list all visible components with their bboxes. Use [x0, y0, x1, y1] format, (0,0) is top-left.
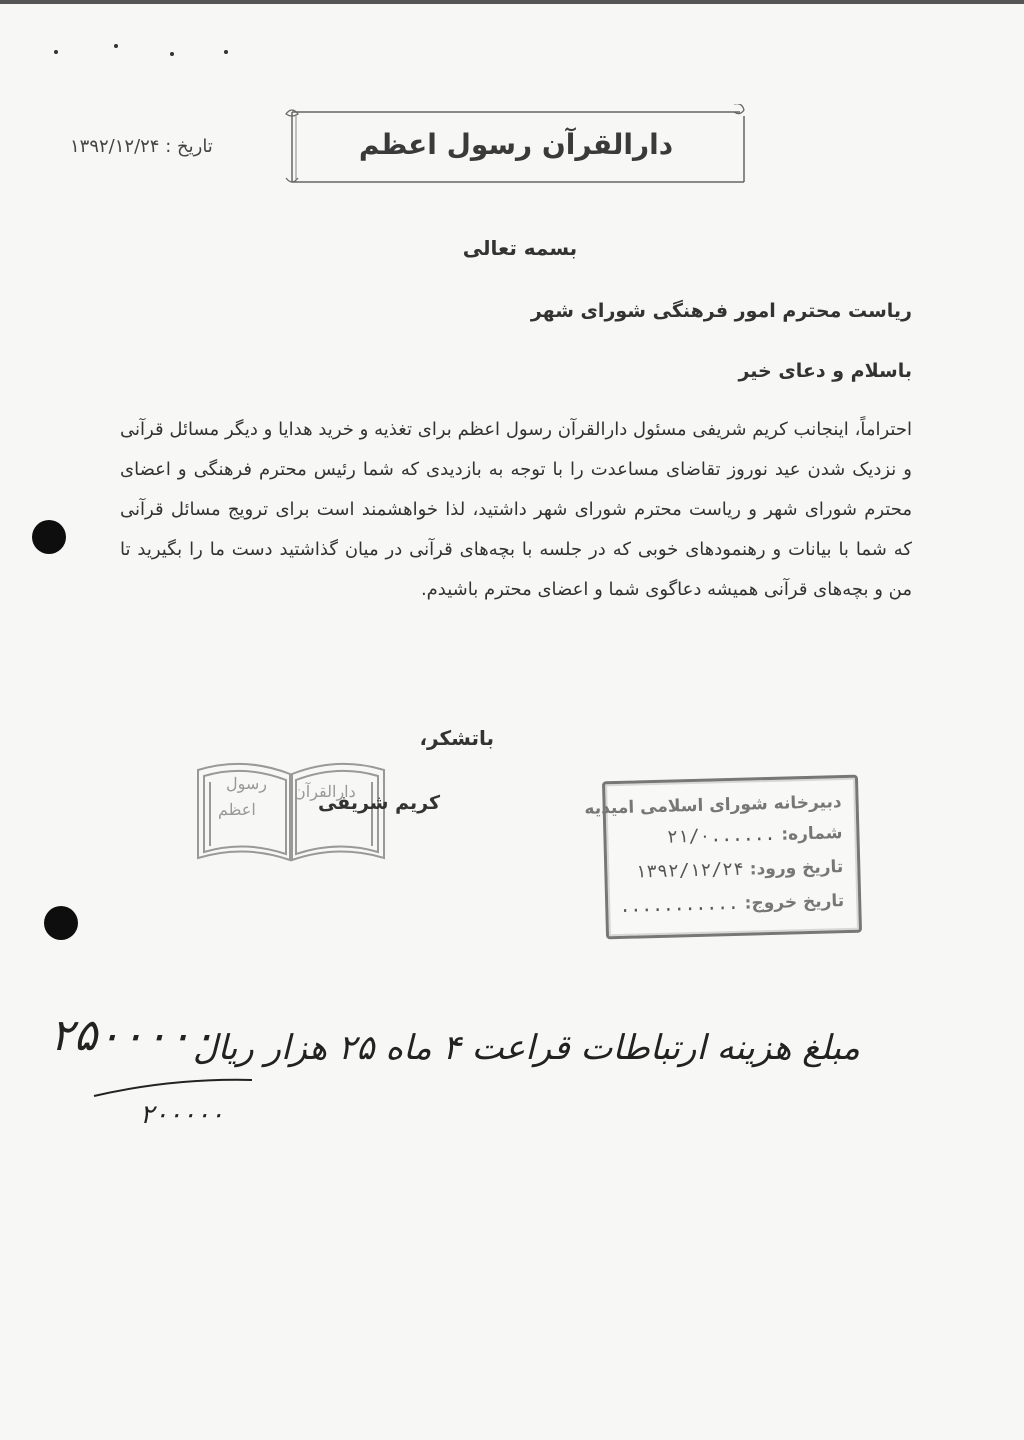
- registry-entry-date: [635, 856, 843, 882]
- stamp-word: دارالقرآن: [294, 782, 356, 801]
- institution-title: دارالقرآن رسول اعظم: [358, 127, 674, 161]
- registry-title: دبیرخانه شورای اسلامی امیدیه: [584, 792, 842, 819]
- registry-number-label: شماره:: [781, 823, 843, 845]
- basmala-heading: بسمه تعالی: [462, 236, 578, 260]
- handwritten-underline: [92, 1076, 256, 1100]
- letter-greeting: باسلام و دعای خیر: [738, 360, 912, 382]
- letter-date: [70, 136, 260, 157]
- handwritten-note: مبلغ هزینه ارتباطات قراعت ۴ ماه ۲۵ هزار ریال: [192, 1028, 860, 1068]
- registry-exit-date: [619, 890, 844, 917]
- registry-number: [667, 822, 843, 848]
- exit-date-label: تاریخ خروج:: [744, 891, 845, 914]
- stamp-word: اعظم: [218, 800, 256, 819]
- entry-date-label: تاریخ ورود:: [749, 857, 844, 880]
- date-value: ۱۳۹۲/۱۲/۲۴: [70, 136, 160, 157]
- stamp-word: رسول: [226, 774, 268, 793]
- letter-body: احتراماً، اینجانب کریم شریفی مسئول دارالقرآن رسول اعظم برای تغذیه و خرید هدایا و دیگر مسائل قرآنی و نزدیک شدن عید نوروز تقاضای مساعدت را با توجه به بازدیدی که شما رئیس محترم فرهنگی و اعضای محترم شورای شهر و ریاست محترم شورای شهر داشتید، لذا خواهشمند است برای ترویج مسائل قرآنی که شما با بیانات و رهنمودهای خوبی که در جلسه با بچه‌های قرآنی در میان گذاشتید دست ما را بگیرید تا من و بچه‌های قرآنی همیشه دعاگوی شما و اعضای محترم باشیدم.: [120, 419, 912, 600]
- exit-date-value: ...........: [619, 892, 740, 917]
- handwritten-sub-amount: ۲۰۰۰۰۰: [140, 1100, 224, 1130]
- letter-closing: باتشکر،: [419, 726, 494, 750]
- punch-hole: [32, 520, 66, 554]
- date-label: تاریخ :: [165, 136, 213, 157]
- scan-speck: [114, 44, 118, 48]
- scan-speck: [224, 50, 228, 54]
- registry-number-value: ......۲۱/۰: [666, 823, 776, 848]
- entry-date-value: ۱۳۹۲/۱۲/۲۴: [635, 858, 745, 883]
- header-banner: [282, 104, 750, 184]
- scan-top-edge: [0, 0, 1024, 4]
- registry-stamp: [584, 775, 862, 940]
- handwritten-amount: ۲۵۰۰۰۰۰: [50, 1010, 216, 1061]
- scan-speck: [170, 52, 174, 56]
- scan-speck: [54, 50, 58, 54]
- letter-recipient: ریاست محترم امور فرهنگی شورای شهر: [530, 300, 912, 322]
- punch-hole: [44, 906, 78, 940]
- signer-name: کریم شریفی: [317, 792, 440, 814]
